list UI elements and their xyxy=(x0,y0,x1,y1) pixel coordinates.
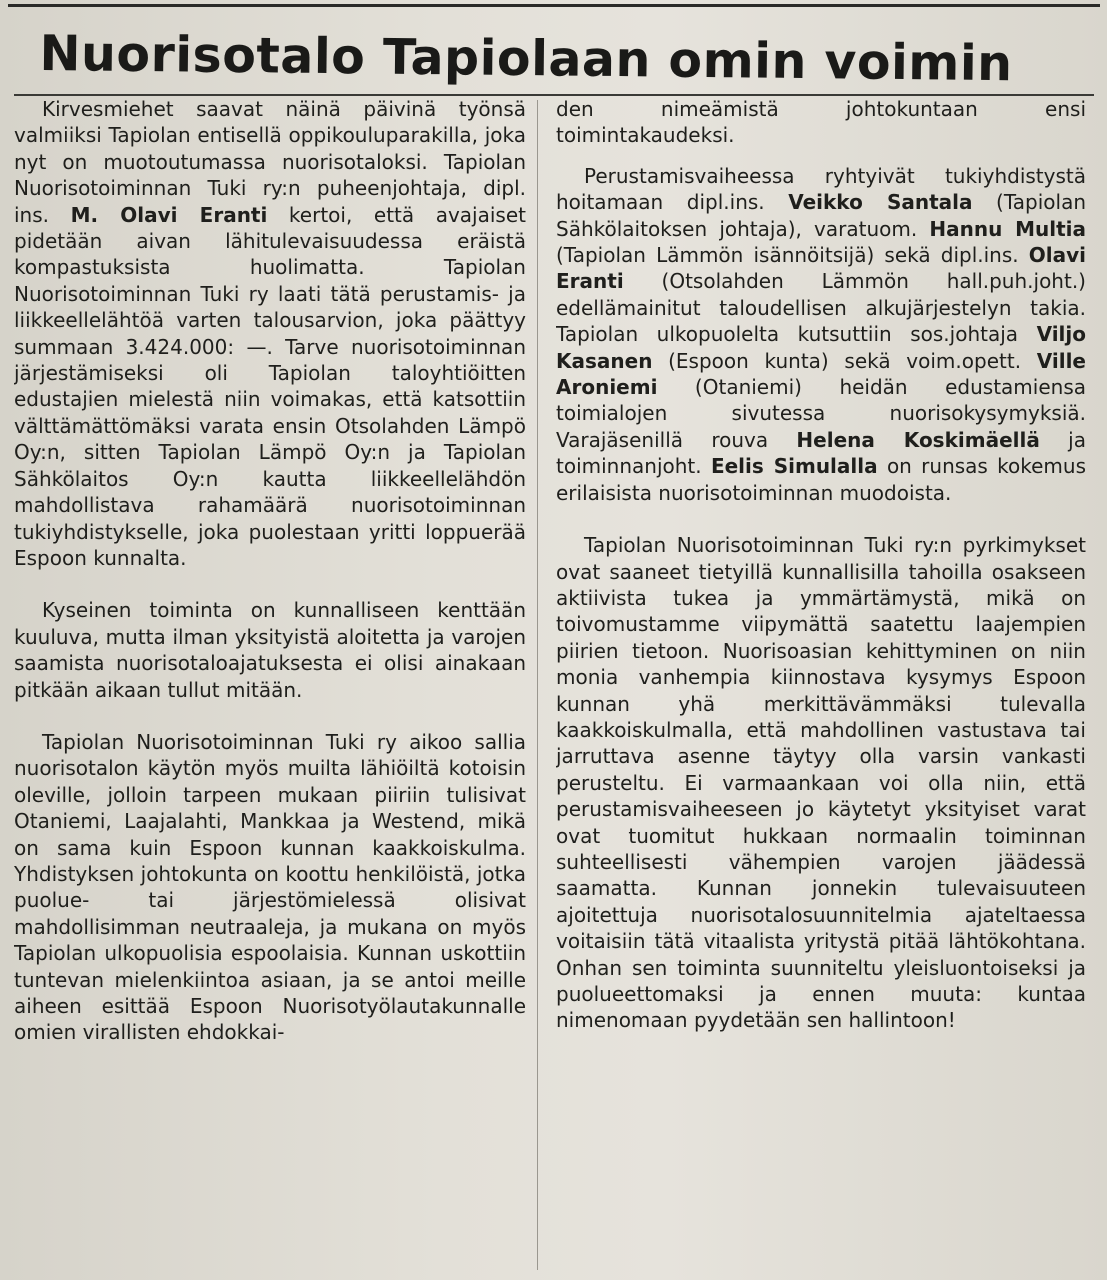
paragraph-gap xyxy=(556,149,1086,163)
text-run: on runsas kokemus erilaisista nuorisotoiminnan muodoista. xyxy=(556,454,1086,505)
right-paragraph-2: Tapiolan Nuorisotoiminnan Tuki ry:n pyrkimykset ovat saaneet tietyillä kunnallisilla tahoilla osakseen aktiivista tukea ja ymmärtämystä, mikä on toivomustamme viipymättä saatettu laajempien piirien tietoon. Nuorisoasian kehittyminen on niin monia vanhempia kiinnostava kysymys Espoon kunnan yhä merkittävämmäksi tulevalla kaakkoiskulmalla, että mahdollinen vastustava tai jarruttava asenne täytyy olla varsin vankasti perusteltu. Ei varmaankaan voi olla niin, että perustamisvaiheeseen jo käytetyt yksityiset varat ovat tuomitut hukkaan normaalin toiminnan suhteellisesti vähempien varojen jäädessä saamatta. Kunnan jonnekin tulevaisuuteen ajoitettuja nuorisotalosuunnitelmia ajateltaessa voitaisiin tätä vitaalista yritystä pitää lähtökohtana. Onhan sen toiminta suunniteltu yleisluontoiseksi ja puolueettomaksi ja ennen muuta: kuntaa nimenomaan pyydetään sen hallintoon! xyxy=(556,533,1086,1033)
text-run: (Otsolahden Lämmön hall.puh.joht.) edellämainitut taloudellisen alkujärjestelyn takia. Tapiolan ulkopuolelta kutsuttiin sos.johtaja xyxy=(556,269,1086,347)
right-column xyxy=(556,96,1086,1276)
text-run: (Tapiolan Lämmön isännöitsijä) sekä dipl.ins. xyxy=(556,243,1029,268)
paragraph-gap xyxy=(14,571,526,597)
column-divider xyxy=(537,100,538,1270)
left-paragraph-1 xyxy=(14,96,526,571)
bold-name: Veikko Santala xyxy=(788,190,973,215)
text-run: ja toiminnanjoht. xyxy=(556,427,1086,479)
right-paragraph-1 xyxy=(556,163,1086,506)
text-run: Kirvesmiehet saavat näinä päivinä työnsä valmiiksi Tapiolan entisellä oppikouluparakilla, joka nyt on muotoutumassa nuorisotaloksi. Tapiolan Nuorisotoiminnan Tuki ry:n puheenjohtaja, dipl. ins. xyxy=(14,97,526,227)
bold-name: Olavi Eranti xyxy=(556,243,1086,294)
bold-name: M. Olavi Eranti xyxy=(70,202,268,227)
paragraph-gap xyxy=(14,703,526,729)
paragraph-gap xyxy=(556,506,1086,532)
bold-name: Viljo Kasanen xyxy=(556,322,1086,373)
bold-name: Ville Aroniemi xyxy=(556,348,1086,400)
right-paragraph-continued: den nimeämistä johtokuntaan ensi toimintakaudeksi. xyxy=(556,97,1086,148)
bold-name: Helena Koskimäellä xyxy=(796,427,1040,452)
top-rule xyxy=(8,4,1100,7)
text-run: (Tapiolan Sähkölaitoksen johtaja), varatuom. xyxy=(556,190,1086,241)
text-run: kertoi, että avajaiset pidetään aivan lähitulevaisuudessa eräistä kompastuksista huolimatta. Tapiolan Nuorisotoiminnan Tuki ry laati tätä perustamis- ja liikkeellelähtöä varten talousarvion, joka päättyy summaan 3.424.000: —. Tarve nuorisotoiminnan järjestämiseksi oli Tapiolan taloyhtiöitten edustajien mielestä niin voimakas, että katsottiin välttämättömäksi varata ensin Otsolahden Lämpö Oy:n, sitten Tapiolan Lämpö Oy:n ja Tapiolan Sähkölaitos Oy:n kautta liikkeellelähdön mahdollistava rahamäärä nuorisotoiminnan tukiyhdistykselle, joka puolestaan yritti loppuerää Espoon kunnalta. xyxy=(14,202,526,570)
bold-name: Eelis Simulalla xyxy=(710,454,878,479)
left-paragraph-3: Tapiolan Nuorisotoiminnan Tuki ry aikoo sallia nuorisotalon käytön myös muilta lähiöiltä kotoisin oleville, jolloin tarpeen mukaan piiriin tulisivat Otaniemi, Laajalahti, Mankkaa ja Westend, mikä on sama kuin Espoon kunnan kaakkoiskulma. Yhdistyksen johtokunta on koottu henkilöistä, jotka puolue- tai järjestömielessä olisivat mahdollisimman neutraaleja, ja mukana on myös Tapiolan ulkopuolisia espoolaisia. Kunnan uskottiin tuntevan mielenkiintoa asiaan, ja se antoi meille aiheen esittää Espoon Nuorisotyölautakunnalle omien virallisten ehdokkai- xyxy=(14,729,526,1045)
left-column xyxy=(14,96,526,1276)
bold-name: Hannu Multia xyxy=(929,216,1086,241)
text-run: (Espoon kunta) sekä voim.opett. xyxy=(652,348,1037,373)
article-headline: Nuorisotalo Tapiolaan omin voimin xyxy=(39,24,1013,93)
text-run: Perustamisvaiheessa ryhtyivät tukiyhdistystä hoitamaan dipl.ins. xyxy=(556,163,1086,215)
text-run: (Otaniemi) heidän edustamiensa toimialojen sivutessa nuorisokysymyksiä. Varajäsenillä rouva xyxy=(556,375,1086,452)
left-paragraph-2: Kyseinen toiminta on kunnalliseen kenttään kuuluva, mutta ilman yksityistä aloitetta ja varojen saamista nuorisotaloajatuksesta ei olisi ainakaan pitkään aikaan tullut mitään. xyxy=(14,598,526,702)
